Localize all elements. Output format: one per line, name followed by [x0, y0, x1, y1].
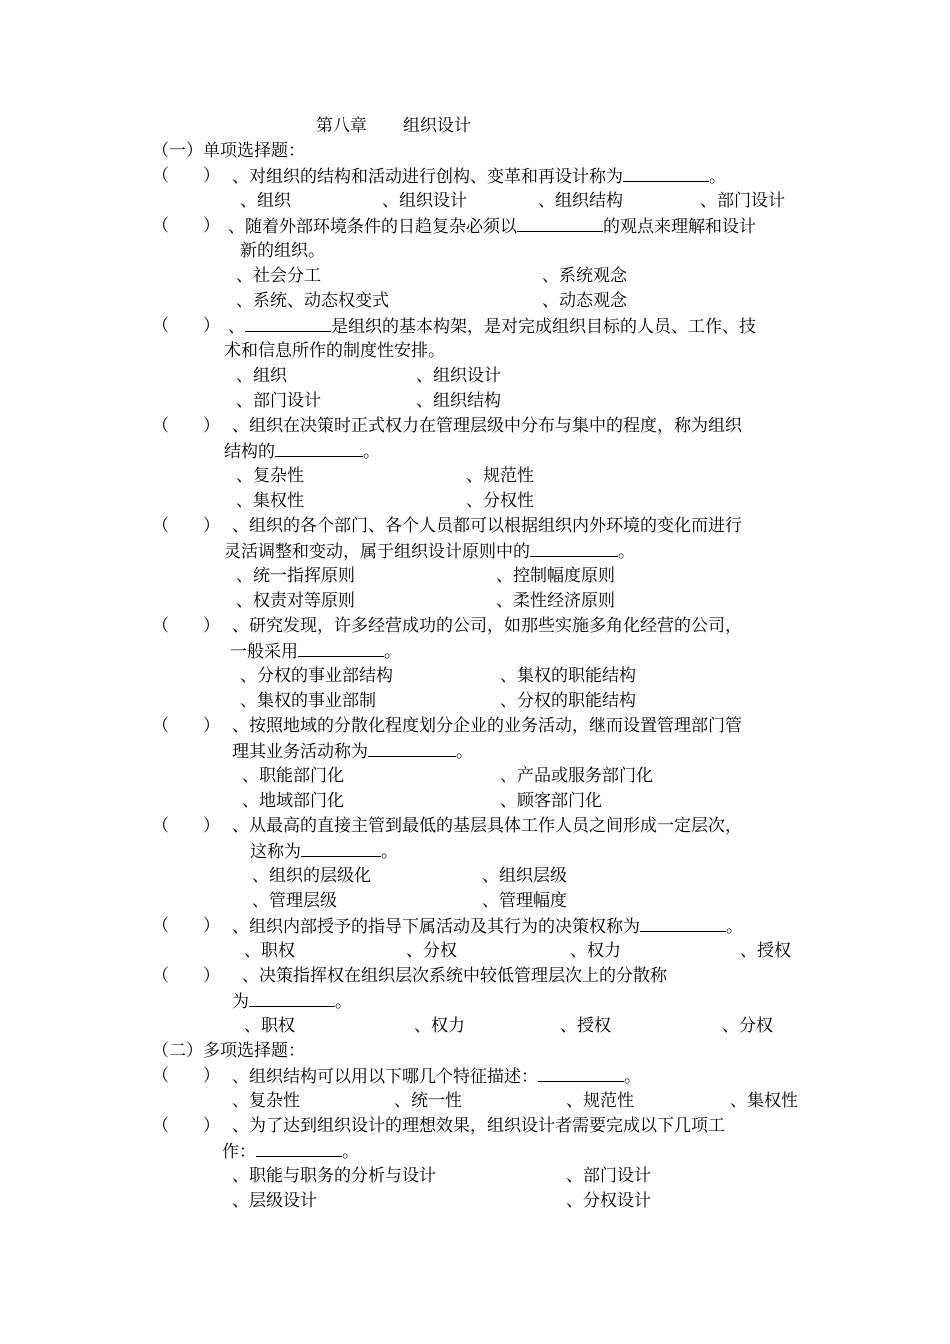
option: 、管理幅度: [482, 891, 567, 911]
question-5-continued: [224, 539, 635, 563]
option: 、集权性: [730, 1091, 798, 1111]
option: 、职权: [244, 941, 295, 961]
answer-paren: （ ）: [152, 716, 220, 736]
section-multiple-choice-heading: （二）多项选择题：: [152, 1041, 305, 1061]
answer-blank[interactable]: [256, 1139, 342, 1157]
answer-blank[interactable]: [530, 539, 618, 557]
question-text: 。: [456, 742, 473, 762]
option: 、权责对等原则: [236, 591, 355, 611]
question-7-continued: [232, 739, 473, 763]
question-text: 。: [726, 917, 743, 937]
question-text: 、随着外部环境条件的日趋复杂必须以: [228, 217, 517, 237]
question-text: 的观点来理解和设计: [603, 217, 756, 237]
question-text: 为: [232, 992, 249, 1012]
option: 、组织: [240, 191, 291, 211]
answer-paren: （ ）: [152, 516, 220, 536]
answer-paren: （ ）: [152, 1066, 220, 1086]
question-text: 、组织结构可以用以下哪几个特征描述：: [232, 1067, 538, 1087]
multi-question-2-continued: [222, 1139, 359, 1163]
option: 、层级设计: [232, 1191, 317, 1211]
option: 、组织设计: [416, 366, 501, 386]
question-3-continued: 术和信息所作的制度性安排。: [224, 341, 445, 361]
multi-question-2: 、为了达到组织设计的理想效果，组织设计者需要完成以下几项工: [232, 1116, 725, 1136]
question-text: 理其业务活动称为: [232, 742, 368, 762]
option: 、管理层级: [252, 891, 337, 911]
answer-paren: （ ）: [152, 316, 220, 336]
question-6-continued: [230, 639, 401, 663]
question-9: [232, 914, 743, 938]
chapter-number: 第八章: [316, 116, 367, 136]
question-6: 、研究发现，许多经营成功的公司，如那些实施多角化经营的公司，: [232, 616, 742, 636]
question-text: 。: [624, 1067, 641, 1087]
option: 、授权: [560, 1016, 611, 1036]
option: 、集权性: [236, 491, 304, 511]
option: 、分权的职能结构: [500, 691, 636, 711]
option: 、组织的层级化: [252, 866, 371, 886]
multi-question-1: [232, 1064, 641, 1088]
question-text: 一般采用: [230, 642, 298, 662]
answer-blank[interactable]: [368, 739, 456, 757]
question-text: 、: [228, 317, 245, 337]
option: 、地域部门化: [242, 791, 344, 811]
question-3: [228, 314, 756, 338]
question-text: 是组织的基本构架，是对完成组织目标的人员、工作、技: [331, 317, 756, 337]
answer-blank[interactable]: [640, 914, 726, 932]
option: 、授权: [740, 941, 791, 961]
question-8-continued: [250, 839, 398, 863]
option: 、部门设计: [700, 191, 785, 211]
answer-blank[interactable]: [623, 164, 709, 182]
option: 、权力: [570, 941, 621, 961]
option: 、分权: [406, 941, 457, 961]
answer-blank[interactable]: [275, 439, 363, 457]
question-2: [228, 214, 756, 238]
option: 、集权的事业部制: [240, 691, 376, 711]
answer-blank[interactable]: [301, 839, 381, 857]
option: 、系统观念: [542, 266, 627, 286]
question-text: 。: [618, 542, 635, 562]
question-text: 。: [335, 992, 352, 1012]
question-1: [232, 164, 726, 188]
option: 、组织设计: [382, 191, 467, 211]
question-text: 、对组织的结构和活动进行创构、变革和再设计称为: [232, 167, 623, 187]
question-text: 灵活调整和变动，属于组织设计原则中的: [224, 542, 530, 562]
question-text: 、组织内部授予的指导下属活动及其行为的决策权称为: [232, 917, 640, 937]
question-4: 、组织在决策时正式权力在管理层级中分布与集中的程度，称为组织: [232, 416, 742, 436]
answer-blank[interactable]: [245, 314, 331, 332]
option: 、组织结构: [538, 191, 623, 211]
question-2-continued: 新的组织。: [240, 241, 325, 261]
option: 、产品或服务部门化: [500, 766, 653, 786]
question-text: 。: [381, 842, 398, 862]
question-text: 。: [363, 442, 380, 462]
answer-paren: （ ）: [152, 416, 220, 436]
option: 、分权的事业部结构: [240, 666, 393, 686]
option: 、组织: [236, 366, 287, 386]
question-text: 作：: [222, 1142, 256, 1162]
answer-paren: （ ）: [152, 216, 220, 236]
answer-paren: （ ）: [152, 616, 220, 636]
answer-paren: （ ）: [152, 966, 220, 986]
option: 、顾客部门化: [500, 791, 602, 811]
option: 、职权: [244, 1016, 295, 1036]
option: 、社会分工: [236, 266, 321, 286]
answer-blank[interactable]: [538, 1064, 624, 1082]
option: 、分权设计: [566, 1191, 651, 1211]
option: 、统一指挥原则: [236, 566, 355, 586]
answer-paren: （ ）: [152, 916, 220, 936]
question-text: 结构的: [224, 442, 275, 462]
answer-blank[interactable]: [249, 989, 335, 1007]
option: 、分权: [722, 1016, 773, 1036]
option: 、部门设计: [236, 391, 321, 411]
question-10-continued: [232, 989, 352, 1013]
answer-blank[interactable]: [298, 639, 384, 657]
option: 、组织层级: [482, 866, 567, 886]
question-text: 。: [709, 167, 726, 187]
question-10: 、决策指挥权在组织层次系统中较低管理层次上的分散称: [242, 966, 667, 986]
option: 、系统、动态权变式: [236, 291, 389, 311]
option: 、复杂性: [236, 466, 304, 486]
option: 、分权性: [466, 491, 534, 511]
question-text: 这称为: [250, 842, 301, 862]
section-single-choice-heading: （一）单项选择题：: [152, 141, 305, 161]
option: 、权力: [414, 1016, 465, 1036]
option: 、复杂性: [232, 1091, 300, 1111]
question-text: 。: [384, 642, 401, 662]
option: 、柔性经济原则: [496, 591, 615, 611]
question-text: 。: [342, 1142, 359, 1162]
option: 、规范性: [466, 466, 534, 486]
option: 、集权的职能结构: [500, 666, 636, 686]
question-8: 、从最高的直接主管到最低的基层具体工作人员之间形成一定层次，: [232, 816, 742, 836]
option: 、统一性: [394, 1091, 462, 1111]
question-5: 、组织的各个部门、各个人员都可以根据组织内外环境的变化而进行: [232, 516, 742, 536]
answer-paren: （ ）: [152, 166, 220, 186]
answer-blank[interactable]: [517, 214, 603, 232]
option: 、职能部门化: [242, 766, 344, 786]
option: 、规范性: [566, 1091, 634, 1111]
question-4-continued: [224, 439, 380, 463]
chapter-title: 组织设计: [403, 116, 471, 136]
answer-paren: （ ）: [152, 1116, 220, 1136]
question-7: 、按照地域的分散化程度划分企业的业务活动，继而设置管理部门管: [232, 716, 742, 736]
answer-paren: （ ）: [152, 816, 220, 836]
option: 、职能与职务的分析与设计: [232, 1166, 436, 1186]
option: 、组织结构: [416, 391, 501, 411]
option: 、动态观念: [542, 291, 627, 311]
option: 、部门设计: [566, 1166, 651, 1186]
option: 、控制幅度原则: [496, 566, 615, 586]
